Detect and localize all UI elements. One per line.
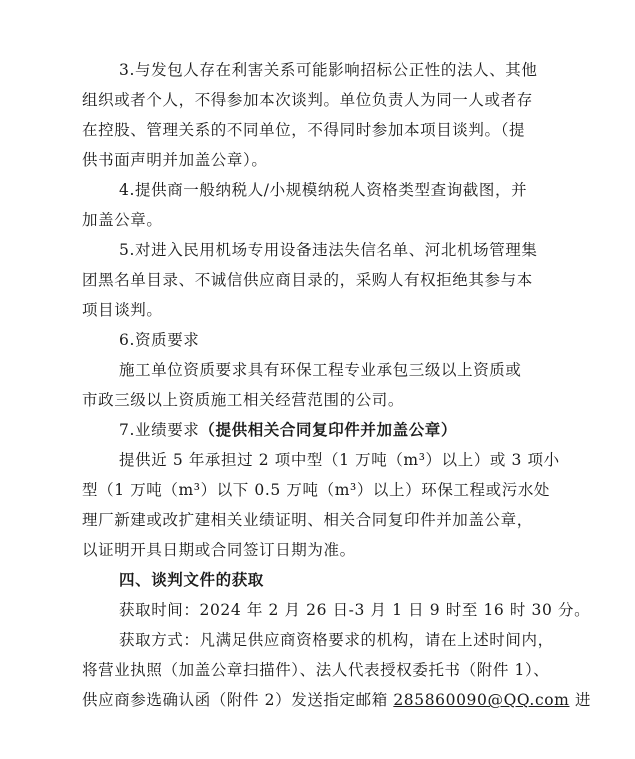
section-6-heading: 6.资质要求 <box>119 331 200 349</box>
paragraph-3-line-2: 组织或者个人，不得参加本次谈判。单位负责人为同一人或者存 <box>82 91 533 109</box>
acquisition-time: 获取时间：2024 年 2 月 26 日-3 月 1 日 9 时至 16 时 30 分。 <box>119 601 591 619</box>
paragraph-3-line-4: 供书面声明并加盖公章）。 <box>82 151 268 169</box>
paragraph-4-line-2: 加盖公章。 <box>82 211 163 229</box>
paragraph-7-line-4: 以证明开具日期或合同签订日期为准。 <box>82 541 356 559</box>
paragraph-3-line-3: 在控股、管理关系的不同单位，不得同时参加本项目谈判。（提 <box>82 121 526 139</box>
paragraph-4-line-1: 4.提供商一般纳税人/小规模纳税人资格类型查询截图，并 <box>119 181 528 199</box>
paragraph-7-line-3: 理厂新建或改扩建相关业绩证明、相关合同复印件并加盖公章， <box>82 511 533 529</box>
section-7-heading: 7.业绩要求（提供相关合同复印件并加盖公章） <box>119 420 457 439</box>
acquisition-method-line-1: 获取方式：凡满足供应商资格要求的机构，请在上述时间内， <box>119 631 554 649</box>
paragraph-7-line-1: 提供近 5 年承担过 2 项中型（1 万吨（m³）以上）或 3 项小 <box>119 451 560 469</box>
acquisition-method-line-2: 将营业执照（加盖公章扫描件）、法人代表授权委托书（附件 1）、 <box>82 661 550 679</box>
email-link[interactable]: 285860090@QQ.com <box>393 691 570 709</box>
paragraph-3-line-1: 3.与发包人存在利害关系可能影响招标公正性的法人、其他 <box>119 61 538 79</box>
paragraph-7-line-2: 型（1 万吨（m³）以下 0.5 万吨（m³）以上）环保工程或污水处 <box>82 481 551 499</box>
section-4-heading: 四、谈判文件的获取 <box>119 570 264 589</box>
paragraph-5-line-3: 项目谈判。 <box>82 301 163 319</box>
paragraph-6-line-1: 施工单位资质要求具有环保工程专业承包三级以上资质或 <box>119 361 522 379</box>
acquisition-method-line-3: 供应商参选确认函（附件 2）发送指定邮箱 285860090@QQ.com 进 <box>82 691 592 709</box>
paragraph-5-line-1: 5.对进入民用机场专用设备违法失信名单、河北机场管理集 <box>119 241 538 259</box>
paragraph-6-line-2: 市政三级以上资质施工相关经营范围的公司。 <box>82 391 405 409</box>
section-7-note: （提供相关合同复印件并加盖公章） <box>199 420 457 439</box>
paragraph-5-line-2: 团黑名单目录、不诚信供应商目录的，采购人有权拒绝其参与本 <box>82 271 533 289</box>
